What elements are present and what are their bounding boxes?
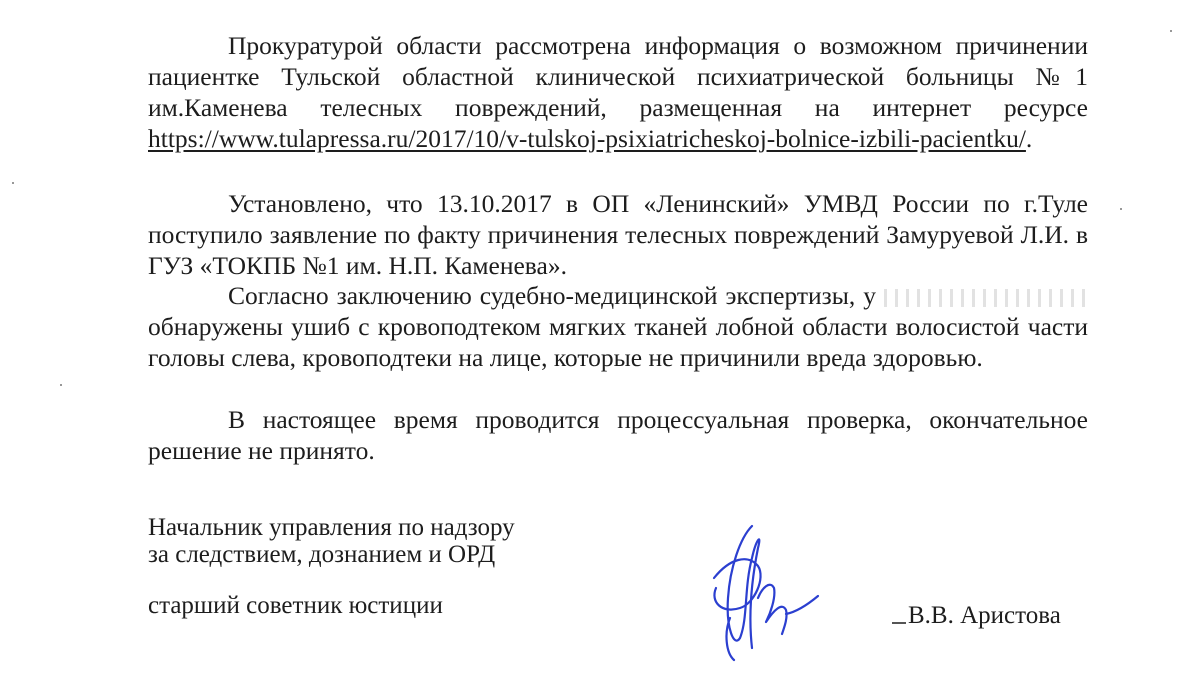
signer-position <box>148 514 515 568</box>
signature-dash <box>892 622 906 624</box>
signer-position-line-2: за следствием, дознанием и ОРД <box>148 541 496 568</box>
signer-rank: старший советник юстиции <box>148 592 443 619</box>
paragraph-1 <box>148 30 1088 154</box>
paragraph-2-text: Установлено, что 13.10.2017 в ОП «Ленинский» УМВД России по г.Туле поступило заявление по факту причинения телесных повреждений Замуруевой Л.И. в ГУЗ «ТОКПБ №1 им. Н.П. Каменева». <box>148 189 1088 280</box>
paragraph-4-text: В настоящее время проводится процессуальная проверка, окончательное решение не принято. <box>148 405 1088 465</box>
paragraph-3-start: Согласно заключению судебно-медицинской экспертизы, у <box>228 281 876 310</box>
scan-speck <box>1170 30 1172 32</box>
scan-speck <box>1120 208 1122 210</box>
signer-position-line-1: Начальник управления по надзору <box>148 514 515 541</box>
paragraph-1-text: Прокуратурой области рассмотрена информация о возможном причинении пациентке Тульской областной клинической психиатрической больницы №1 им.Каменева телесных повреждений, размещенная на интернет ресурсе <box>148 31 1088 122</box>
paragraph-3-rest: обнаружены ушиб с кровоподтеком мягких тканей лобной области волосистой части головы слева, кровоподтеки на лице, которые не причинили вреда здоровью. <box>148 312 1088 372</box>
paragraph-4 <box>148 404 1088 466</box>
redacted-name <box>884 289 1088 307</box>
paragraph-3 <box>148 280 1088 373</box>
scan-speck <box>12 182 14 184</box>
handwritten-signature <box>700 518 830 668</box>
source-link[interactable]: https://www.tulapressa.ru/2017/10/v-tulskoj-psixiatricheskoj-bolnice-izbili-pacientku/ <box>148 124 1026 153</box>
signer-name: В.В. Аристова <box>908 602 1061 629</box>
paragraph-1-end: . <box>1025 124 1033 153</box>
scan-speck <box>60 384 62 386</box>
signature-strokes <box>714 526 818 660</box>
paragraph-2 <box>148 188 1088 281</box>
